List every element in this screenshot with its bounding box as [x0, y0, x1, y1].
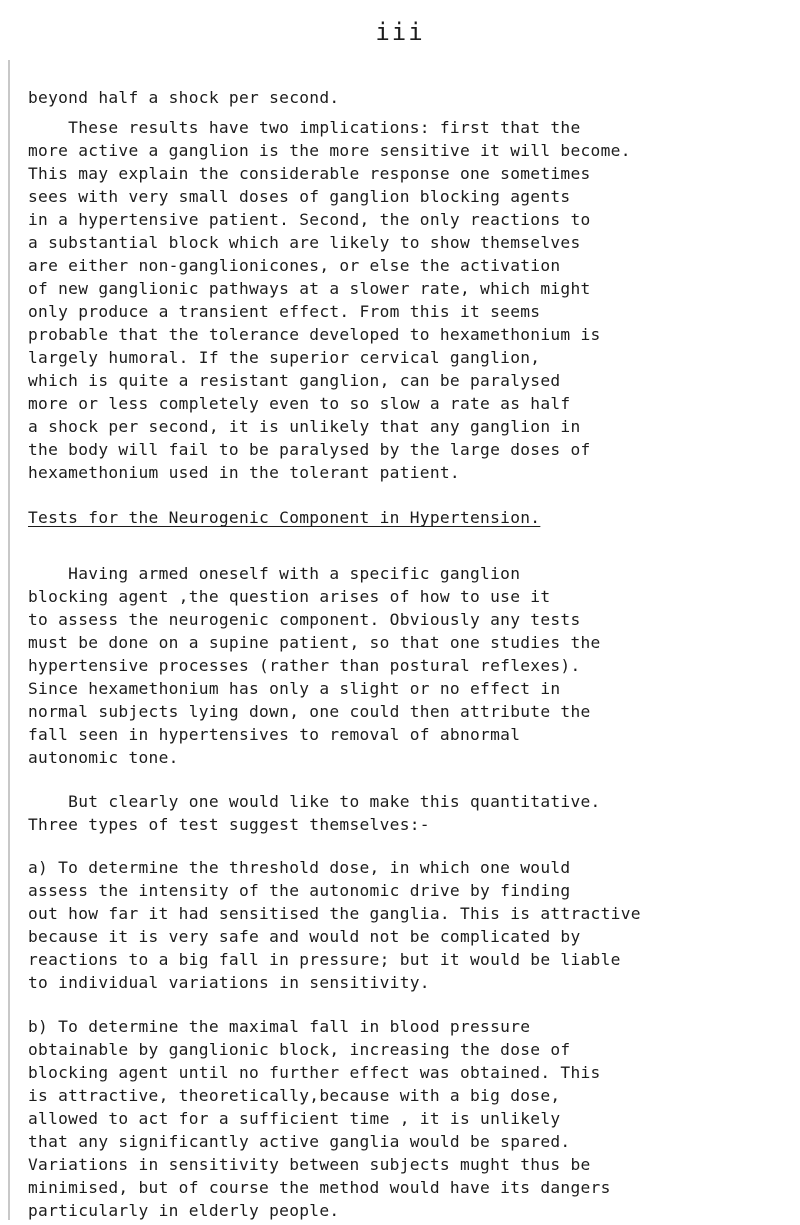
list-item-b-line: allowed to act for a sufficient time , it is unlikely: [28, 1109, 561, 1128]
binding-edge: [8, 60, 10, 1220]
text-line: fall seen in hypertensives to removal of abnormal: [28, 725, 521, 744]
text-line: These results have two implications: first that the: [28, 118, 581, 137]
text-line: a substantial block which are likely to show themselves: [28, 233, 581, 252]
text-line: must be done on a supine patient, so that one studies the: [28, 633, 601, 652]
text-line: largely humoral. If the superior cervical ganglion,: [28, 348, 541, 367]
text-line: hexamethonium used in the tolerant patient.: [28, 463, 460, 482]
list-item-a-line: out how far it had sensitised the ganglia. This is attractive: [28, 904, 641, 923]
text-line: Having armed oneself with a specific ganglion: [28, 564, 521, 583]
text-line: probable that the tolerance developed to hexamethonium is: [28, 325, 601, 344]
list-item-a-line: because it is very safe and would not be complicated by: [28, 927, 581, 946]
text-line: beyond half a shock per second.: [28, 88, 340, 107]
list-item-a-line: reactions to a big fall in pressure; but it would be liable: [28, 950, 621, 969]
text-line: are either non-ganglionicones, or else the activation: [28, 256, 561, 275]
text-line: of new ganglionic pathways at a slower rate, which might: [28, 279, 591, 298]
text-line: sees with very small doses of ganglion blocking agents: [28, 187, 571, 206]
text-line: more or less completely even to so slow a rate as half: [28, 394, 571, 413]
text-line: a shock per second, it is unlikely that any ganglion in: [28, 417, 581, 436]
list-item-b-line: blocking agent until no further effect was obtained. This: [28, 1063, 601, 1082]
text-line: normal subjects lying down, one could then attribute the: [28, 702, 591, 721]
text-line: to assess the neurogenic component. Obviously any tests: [28, 610, 581, 629]
text-line: only produce a transient effect. From this it seems: [28, 302, 541, 321]
text-line: which is quite a resistant ganglion, can be paralysed: [28, 371, 561, 390]
list-item-b-line: is attractive, theoretically,because with a big dose,: [28, 1086, 561, 1105]
list-item-a-line: a) To determine the threshold dose, in which one would: [28, 858, 571, 877]
text-line: hypertensive processes (rather than postural reflexes).: [28, 656, 581, 675]
text-line: Three types of test suggest themselves:-: [28, 815, 430, 834]
section-heading: Tests for the Neurogenic Component in Hypertension.: [28, 508, 541, 527]
text-line: This may explain the considerable response one sometimes: [28, 164, 591, 183]
page-number: iii: [375, 18, 425, 46]
list-item-b-line: that any significantly active ganglia would be spared.: [28, 1132, 571, 1151]
list-item-b-line: Variations in sensitivity between subjects mught thus be: [28, 1155, 591, 1174]
text-line: Since hexamethonium has only a slight or no effect in: [28, 679, 561, 698]
list-item-b-line: particularly in elderly people.: [28, 1201, 340, 1220]
list-item-b-line: minimised, but of course the method would have its dangers: [28, 1178, 611, 1197]
text-line: the body will fail to be paralysed by the large doses of: [28, 440, 591, 459]
text-line: But clearly one would like to make this quantitative.: [28, 792, 601, 811]
list-item-a-line: to individual variations in sensitivity.: [28, 973, 430, 992]
list-item-b-line: b) To determine the maximal fall in blood pressure: [28, 1017, 531, 1036]
list-item-b-line: obtainable by ganglionic block, increasing the dose of: [28, 1040, 571, 1059]
text-line: blocking agent ,the question arises of how to use it: [28, 587, 551, 606]
text-line: autonomic tone.: [28, 748, 179, 767]
list-item-a-line: assess the intensity of the autonomic drive by finding: [28, 881, 571, 900]
text-line: more active a ganglion is the more sensitive it will become.: [28, 141, 631, 160]
text-line: in a hypertensive patient. Second, the only reactions to: [28, 210, 591, 229]
